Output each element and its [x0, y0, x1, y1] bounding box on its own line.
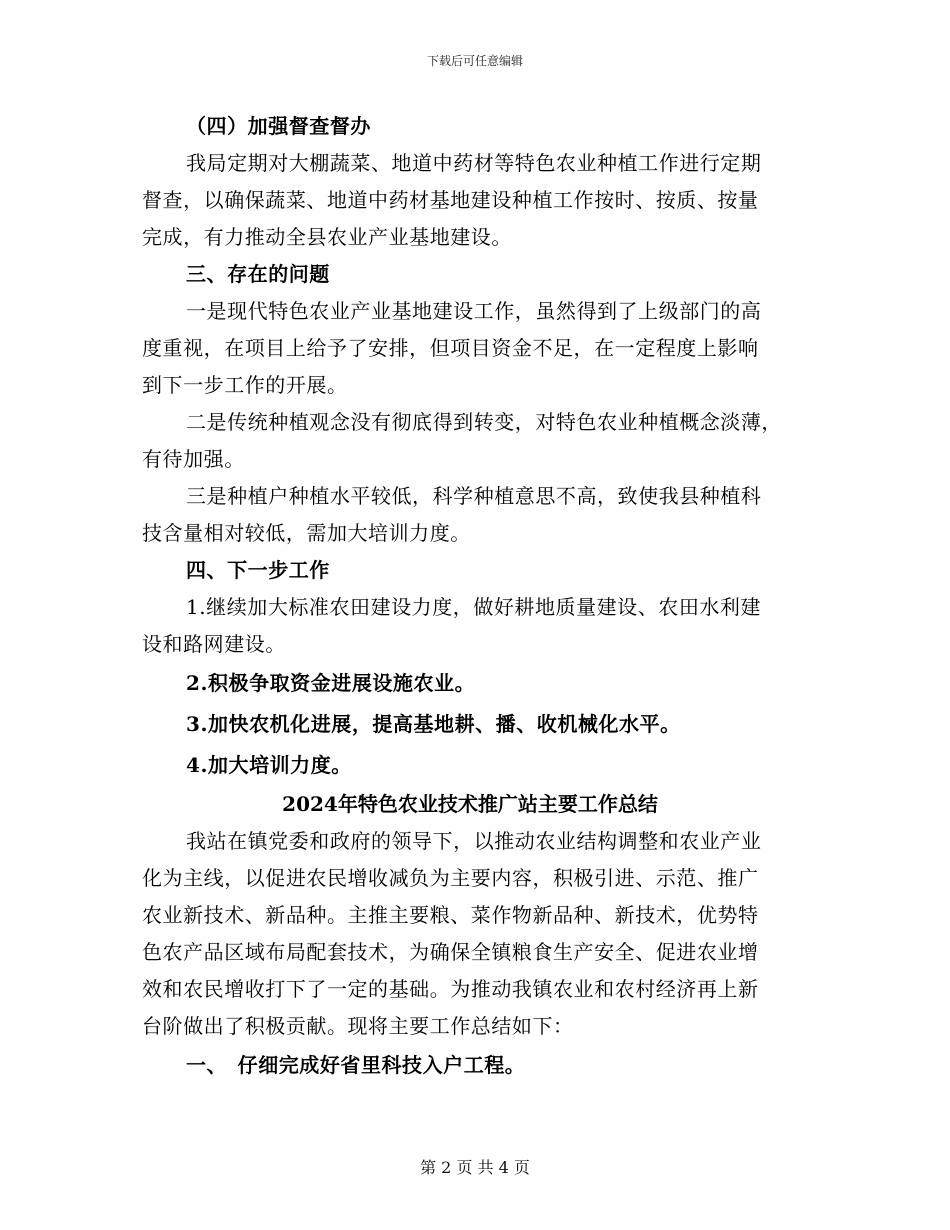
- page-header: 下载后可任意编辑: [426, 54, 523, 68]
- list-item-line: 2.积极争取资金进展设施农业。: [186, 671, 476, 695]
- section-heading-supervision: （四）加强督查督办: [186, 114, 371, 138]
- paragraph-line: 农业新技术、新品种。主推主要粮、菜作物新品种、新技术，优势特: [142, 903, 759, 927]
- page-number: 第 2 页 共 4 页: [420, 1158, 530, 1177]
- paragraph-line: 完成，有力推动全县农业产业基地建设。: [142, 225, 512, 249]
- list-item-line: 设和路网建设。: [142, 632, 286, 656]
- paragraph-line: 效和农民增收打下了一定的基础。为推动我镇农业和农村经济再上新: [142, 977, 759, 1001]
- paragraph-line: 度重视，在项目上给予了安排，但项目资金不足，在一定程度上影响: [142, 336, 759, 360]
- paragraph-line: 督查，以确保蔬菜、地道中药材基地建设种植工作按时、按质、按量: [142, 188, 759, 212]
- paragraph-line: 色农产品区域布局配套技术，为确保全镇粮食生产安全、促进农业增: [142, 940, 759, 964]
- list-item-line: 3.加快农机化进展，提高基地耕、播、收机械化水平。: [186, 712, 681, 736]
- paragraph-line: 技含量相对较低，需加大培训力度。: [142, 521, 471, 545]
- paragraph-line: 三是种植户种植水平较低，科学种植意思不高，致使我县种植科: [186, 484, 762, 508]
- list-item-line: 1.继续加大标准农田建设力度，做好耕地质量建设、农田水利建: [186, 595, 762, 619]
- section-heading-tech-households: 一、 仔细完成好省里科技入户工程。: [186, 1053, 526, 1077]
- paragraph-line: 台阶做出了积极贡献。现将主要工作总结如下：: [142, 1014, 574, 1038]
- section-heading-next-steps: 四、下一步工作: [186, 558, 330, 582]
- paragraph-line: 化为主线，以促进农民增收减负为主要内容，积极引进、示范、推广: [142, 866, 759, 890]
- section-heading-problems: 三、存在的问题: [186, 262, 330, 286]
- paragraph-line: 二是传统种植观念没有彻底得到转变，对特色农业种植概念淡薄，: [186, 410, 782, 434]
- document-title: 2024年特色农业技术推广站主要工作总结: [282, 792, 658, 816]
- document-body: [142, 108, 798, 1086]
- list-item-line: 4.加大培训力度。: [186, 753, 352, 777]
- paragraph-line: 我站在镇党委和政府的领导下，以推动农业结构调整和农业产业: [186, 829, 762, 853]
- paragraph-line: 一是现代特色农业产业基地建设工作，虽然得到了上级部门的高: [186, 299, 762, 323]
- paragraph-line: 我局定期对大棚蔬菜、地道中药材等特色农业种植工作进行定期: [186, 151, 762, 175]
- paragraph-line: 到下一步工作的开展。: [142, 373, 348, 397]
- paragraph-line: 有待加强。: [142, 447, 245, 471]
